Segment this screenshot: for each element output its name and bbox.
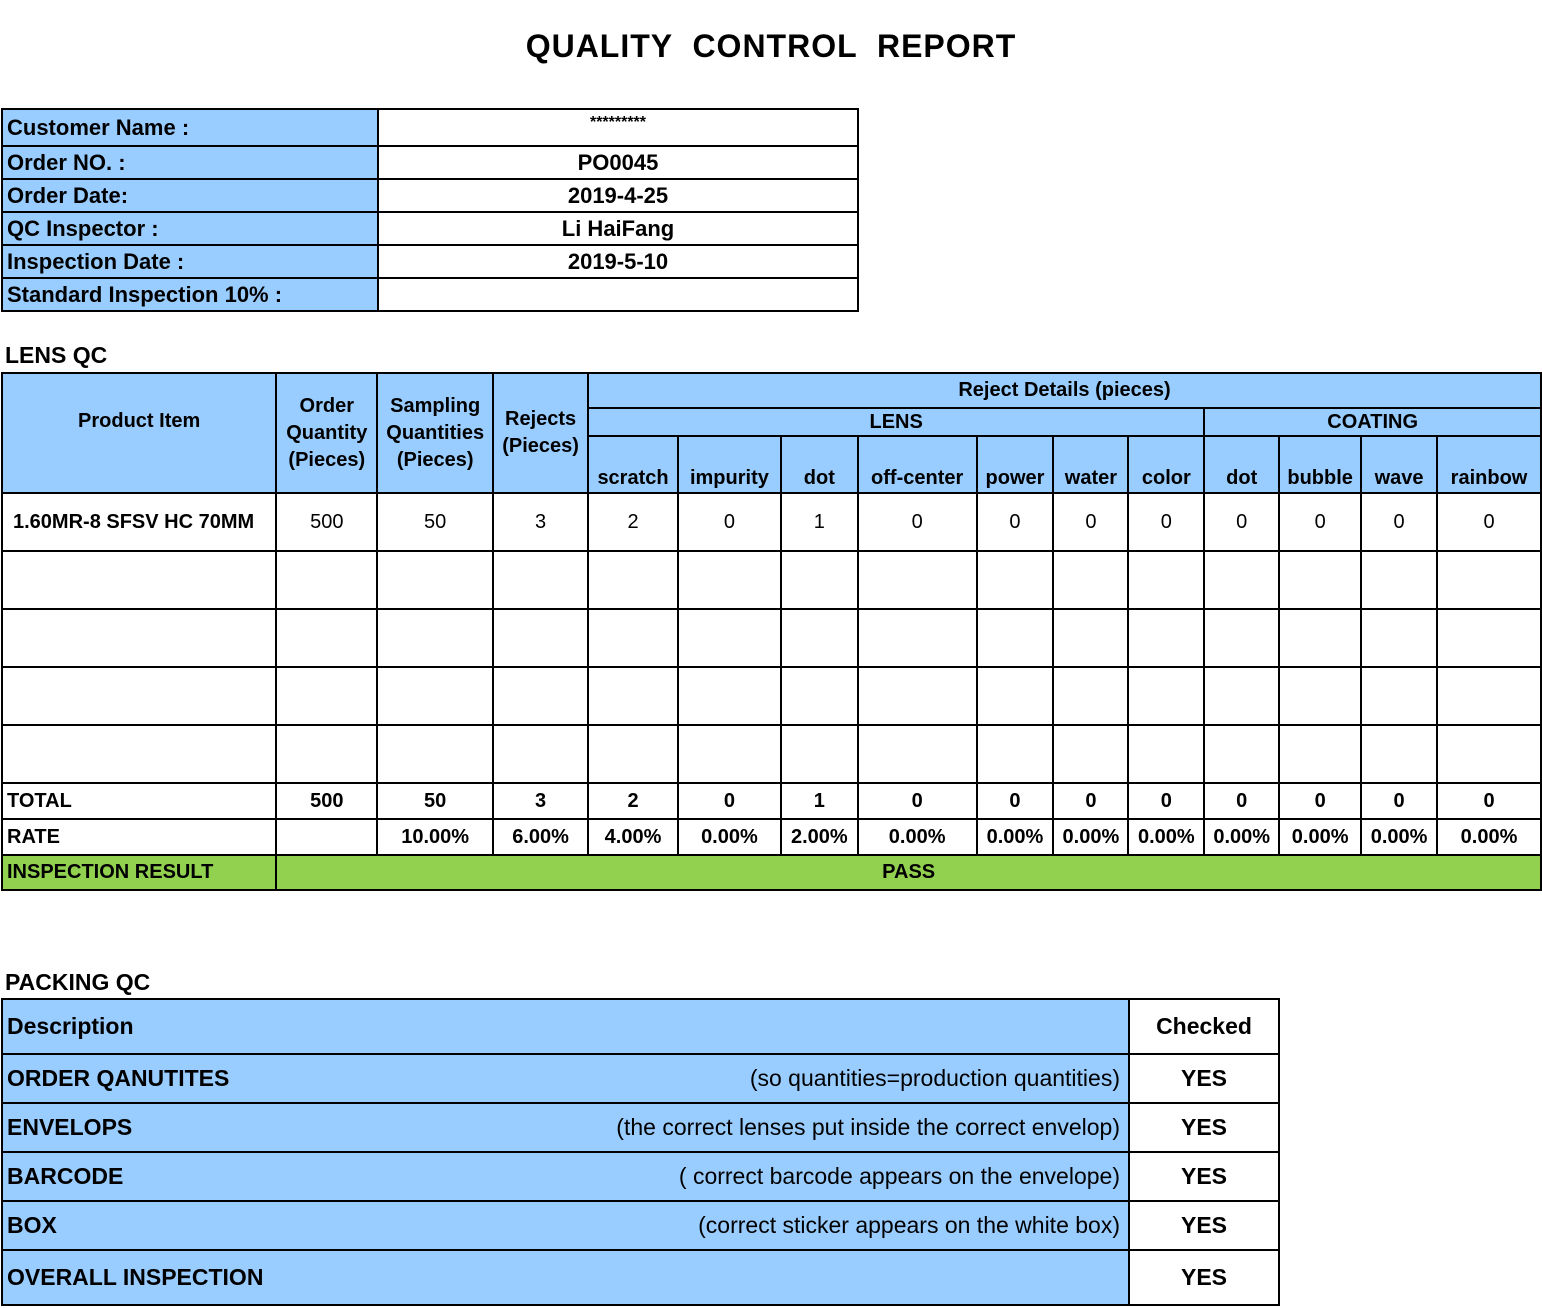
data-cell (493, 551, 588, 609)
packing-description-cell (2, 1152, 1129, 1201)
data-cell (1128, 667, 1204, 725)
table-row (2, 725, 1541, 783)
product-item-cell (2, 609, 276, 667)
rate-cell: 0.00% (1437, 819, 1541, 855)
data-cell (493, 725, 588, 783)
data-cell (377, 609, 493, 667)
rate-row (2, 819, 1541, 855)
total-cell: 2 (588, 783, 678, 819)
product-item-cell (2, 725, 276, 783)
packing-item-note: (so quantities=production quantities) (749, 1065, 1120, 1091)
packing-item-note: ( correct barcode appears on the envelope) (678, 1163, 1120, 1189)
data-cell (678, 667, 781, 725)
data-cell (781, 725, 858, 783)
data-cell (678, 551, 781, 609)
total-cell: 0 (1279, 783, 1361, 819)
packing-qc-table (1, 998, 1280, 1306)
info-label: Inspection Date : (2, 245, 378, 278)
data-cell (588, 609, 678, 667)
rate-cell: 0.00% (1361, 819, 1437, 855)
header-order-quantity: Order Quantity (Pieces) (276, 373, 377, 493)
data-cell (977, 609, 1054, 667)
data-cell (1128, 725, 1204, 783)
packing-item-name: ENVELOPS (7, 1114, 133, 1140)
table-row (2, 493, 1541, 551)
report-title: QUALITY CONTROL REPORT (525, 28, 1017, 64)
packing-row (2, 1152, 1279, 1201)
data-cell (1437, 609, 1541, 667)
total-cell: 0 (1437, 783, 1541, 819)
rate-cell: 10.00% (377, 819, 493, 855)
total-cell: 0 (1204, 783, 1279, 819)
data-cell (1204, 667, 1279, 725)
inspection-result-row (2, 855, 1541, 890)
data-cell (1053, 667, 1128, 725)
data-cell (493, 667, 588, 725)
data-cell: 0 (1279, 493, 1361, 551)
header-sampling-quantities: Sampling Quantities (Pieces) (377, 373, 493, 493)
data-cell (588, 725, 678, 783)
packing-checked-cell: YES (1129, 1103, 1279, 1152)
packing-header-row (2, 999, 1279, 1054)
data-cell (858, 609, 977, 667)
packing-item-name: ORDER QANUTITES (7, 1065, 230, 1091)
header-rejects: Rejects (Pieces) (493, 373, 588, 493)
header-wave: wave (1361, 436, 1437, 493)
data-cell: 0 (1053, 493, 1128, 551)
table-row (2, 551, 1541, 609)
packing-description-cell (2, 1103, 1129, 1152)
header-bubble: bubble (1279, 436, 1361, 493)
rate-cell: 2.00% (781, 819, 858, 855)
packing-item-name: BARCODE (7, 1163, 124, 1189)
table-row (2, 667, 1541, 725)
packing-item-name: OVERALL INSPECTION (7, 1264, 264, 1290)
lens-qc-heading: LENS QC (5, 342, 108, 368)
data-cell: 3 (493, 493, 588, 551)
data-cell (1053, 725, 1128, 783)
info-row-standard-inspection (2, 278, 858, 311)
rate-cell: 0.00% (858, 819, 977, 855)
data-cell (1204, 725, 1279, 783)
data-cell (1128, 609, 1204, 667)
packing-item-name: BOX (7, 1212, 57, 1238)
packing-qc-heading: PACKING QC (5, 969, 151, 995)
packing-rows (2, 1054, 1279, 1305)
lens-header-row-1 (2, 373, 1541, 408)
total-cell: 0 (977, 783, 1054, 819)
total-cell: 3 (493, 783, 588, 819)
data-cell (977, 667, 1054, 725)
header-reject-details: Reject Details (pieces) (588, 373, 1541, 408)
info-label: Standard Inspection 10% : (2, 278, 378, 311)
packing-checked-cell: YES (1129, 1054, 1279, 1103)
data-cell: 0 (1361, 493, 1437, 551)
header-lens-dot: dot (781, 436, 858, 493)
info-label: Customer Name : (2, 109, 378, 146)
data-cell: 0 (1204, 493, 1279, 551)
data-cell: 0 (1437, 493, 1541, 551)
header-coating-dot: dot (1204, 436, 1279, 493)
header-impurity: impurity (678, 436, 781, 493)
info-label: QC Inspector : (2, 212, 378, 245)
data-cell (858, 667, 977, 725)
rate-cell: 0.00% (977, 819, 1054, 855)
data-cell (1361, 551, 1437, 609)
header-product-item: Product Item (2, 373, 276, 493)
packing-row (2, 1103, 1279, 1152)
data-cell: 2 (588, 493, 678, 551)
data-cell (377, 667, 493, 725)
rate-cell: 4.00% (588, 819, 678, 855)
data-cell (588, 667, 678, 725)
data-cell: 0 (1128, 493, 1204, 551)
packing-description-cell (2, 1054, 1129, 1103)
header-checked: Checked (1129, 999, 1279, 1054)
packing-checked-cell: YES (1129, 1201, 1279, 1250)
header-color: color (1128, 436, 1204, 493)
info-row-inspection-date (2, 245, 858, 278)
data-cell (678, 609, 781, 667)
data-cell: 500 (276, 493, 377, 551)
packing-description-cell (2, 1250, 1129, 1305)
rate-cell: 0.00% (1204, 819, 1279, 855)
total-cell: 0 (1128, 783, 1204, 819)
data-cell (977, 725, 1054, 783)
data-cell (781, 551, 858, 609)
total-cell: 0 (858, 783, 977, 819)
data-cell (1279, 725, 1361, 783)
lens-data-rows (2, 493, 1541, 783)
total-label: TOTAL (2, 783, 276, 819)
packing-row (2, 1054, 1279, 1103)
data-cell (1437, 551, 1541, 609)
packing-checked-cell: YES (1129, 1152, 1279, 1201)
info-row-customer (2, 109, 858, 146)
total-cell: 500 (276, 783, 377, 819)
data-cell (1361, 725, 1437, 783)
rate-cell: 0.00% (1279, 819, 1361, 855)
data-cell (276, 725, 377, 783)
data-cell (1279, 609, 1361, 667)
data-cell (1053, 609, 1128, 667)
info-value: 2019-5-10 (378, 245, 858, 278)
header-off-center: off-center (858, 436, 977, 493)
data-cell: 0 (678, 493, 781, 551)
rate-label: RATE (2, 819, 276, 855)
header-power: power (977, 436, 1054, 493)
packing-row (2, 1201, 1279, 1250)
info-row-order-no (2, 146, 858, 179)
data-cell: 50 (377, 493, 493, 551)
header-water: water (1053, 436, 1128, 493)
data-cell (276, 609, 377, 667)
data-cell (1361, 667, 1437, 725)
product-item-cell (2, 667, 276, 725)
data-cell (377, 725, 493, 783)
data-cell: 1 (781, 493, 858, 551)
rate-cell: 0.00% (1128, 819, 1204, 855)
packing-item-note: (correct sticker appears on the white box) (698, 1212, 1120, 1238)
info-row-inspector (2, 212, 858, 245)
header-lens-group: LENS (588, 408, 1204, 436)
data-cell (588, 551, 678, 609)
header-description: Description (2, 999, 1129, 1054)
header-coating-group: COATING (1204, 408, 1541, 436)
total-cell: 1 (781, 783, 858, 819)
data-cell (1204, 551, 1279, 609)
data-cell (1437, 725, 1541, 783)
info-value: 2019-4-25 (378, 179, 858, 212)
total-cell: 0 (1053, 783, 1128, 819)
data-cell (1053, 551, 1128, 609)
data-cell: 0 (977, 493, 1054, 551)
data-cell (858, 725, 977, 783)
info-value: Li HaiFang (378, 212, 858, 245)
info-value: ********* (378, 109, 858, 146)
rate-cell (276, 819, 377, 855)
packing-item-note: (the correct lenses put inside the correct envelop) (616, 1114, 1120, 1140)
total-cell: 0 (1361, 783, 1437, 819)
packing-row (2, 1250, 1279, 1305)
data-cell: 0 (858, 493, 977, 551)
data-cell (1437, 667, 1541, 725)
packing-checked-cell: YES (1129, 1250, 1279, 1305)
total-cell: 50 (377, 783, 493, 819)
data-cell (377, 551, 493, 609)
inspection-result-label: INSPECTION RESULT (2, 855, 276, 890)
lens-qc-table (1, 372, 1542, 891)
data-cell (977, 551, 1054, 609)
rate-cell: 6.00% (493, 819, 588, 855)
data-cell (781, 609, 858, 667)
data-cell (1204, 609, 1279, 667)
inspection-result-value: PASS (276, 855, 1541, 890)
total-cell: 0 (678, 783, 781, 819)
info-row-order-date (2, 179, 858, 212)
order-info-table (1, 108, 859, 312)
data-cell (1128, 551, 1204, 609)
data-cell (1279, 551, 1361, 609)
data-cell (1361, 609, 1437, 667)
rate-cell: 0.00% (678, 819, 781, 855)
info-value (378, 278, 858, 311)
header-rainbow: rainbow (1437, 436, 1541, 493)
info-label: Order Date: (2, 179, 378, 212)
data-cell (678, 725, 781, 783)
rate-cell: 0.00% (1053, 819, 1128, 855)
header-scratch: scratch (588, 436, 678, 493)
packing-description-cell (2, 1201, 1129, 1250)
data-cell (1279, 667, 1361, 725)
total-row (2, 783, 1541, 819)
data-cell (858, 551, 977, 609)
data-cell (493, 609, 588, 667)
data-cell (276, 667, 377, 725)
data-cell (781, 667, 858, 725)
product-item-cell (2, 551, 276, 609)
info-label: Order NO. : (2, 146, 378, 179)
data-cell (276, 551, 377, 609)
table-row (2, 609, 1541, 667)
info-value: PO0045 (378, 146, 858, 179)
product-item-cell: 1.60MR-8 SFSV HC 70MM (2, 493, 276, 551)
